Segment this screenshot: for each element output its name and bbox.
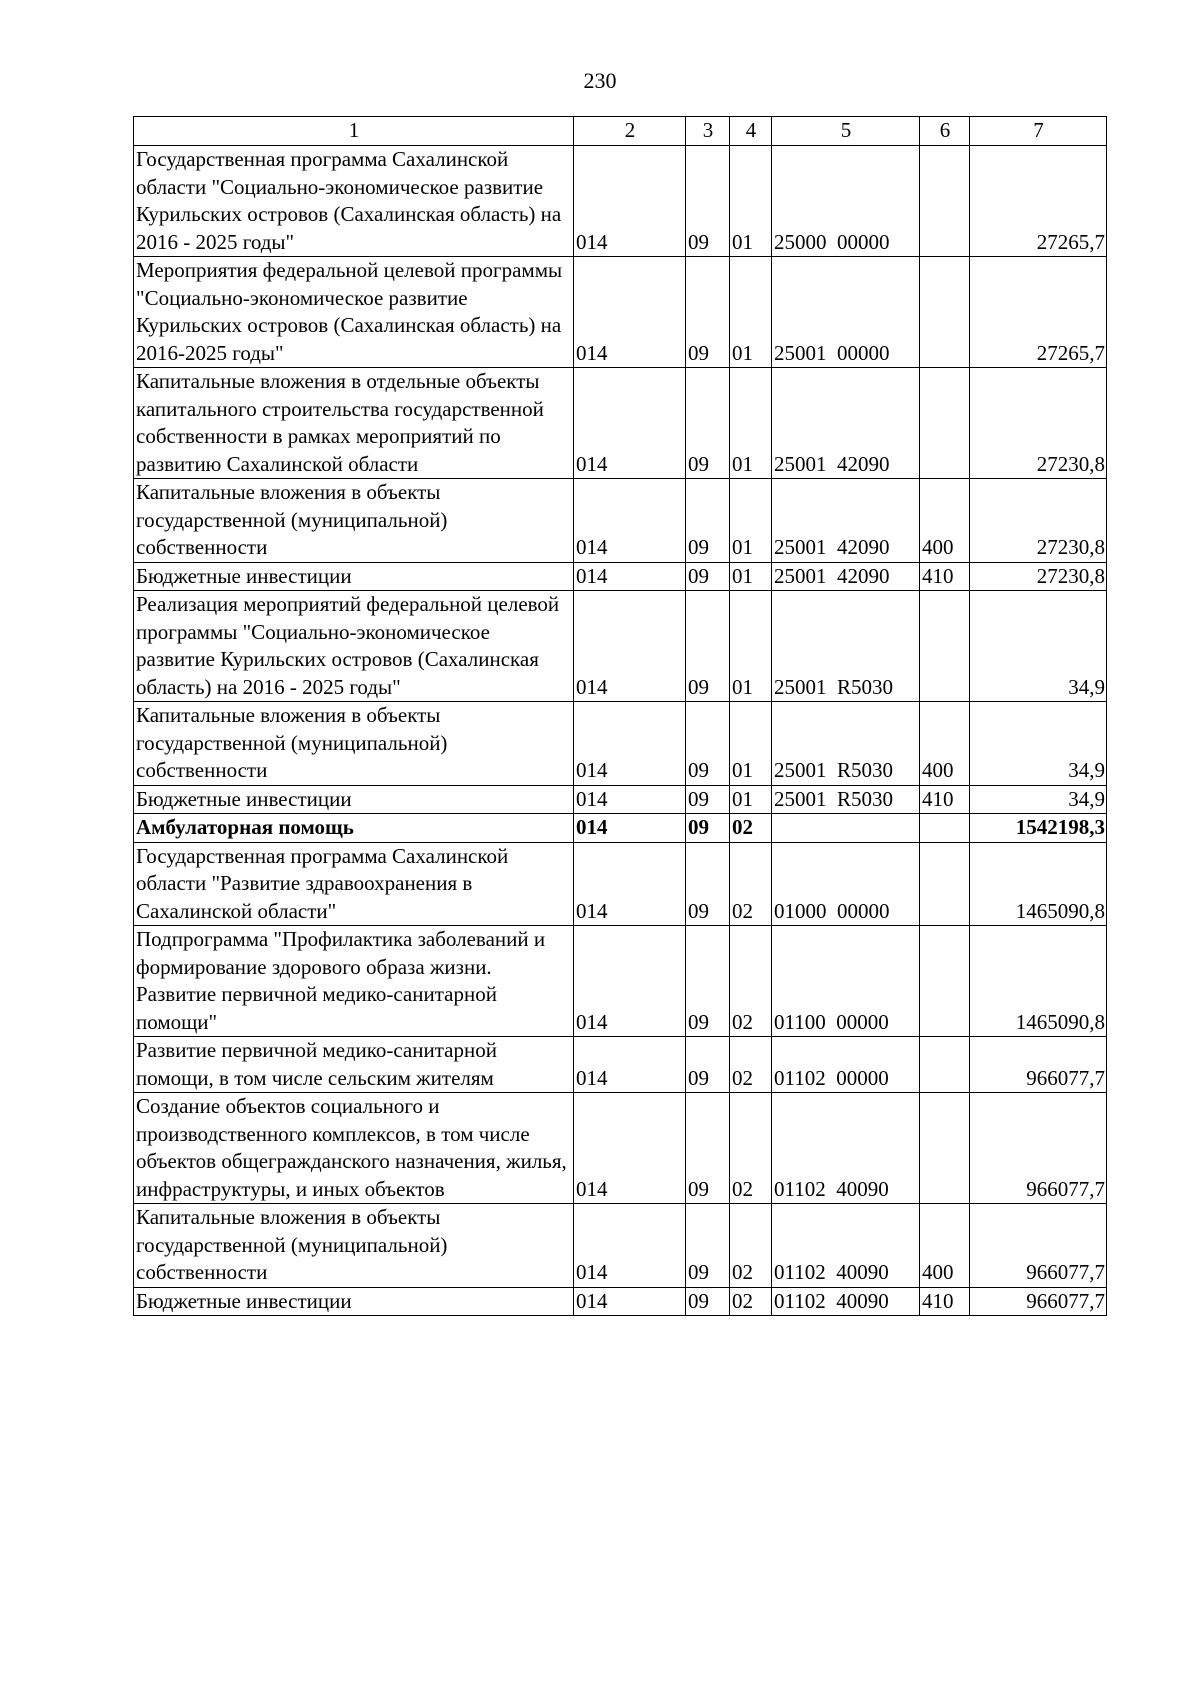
section-cell: 09 — [686, 562, 730, 591]
subsection-cell: 01 — [730, 562, 772, 591]
table-row — [134, 1204, 1107, 1288]
target-article-cell: 25001 00000 — [772, 257, 920, 368]
target-article-cell: 25001 42090 — [772, 562, 920, 591]
amount-cell: 1465090,8 — [970, 842, 1107, 926]
target-article-cell: 25001 R5030 — [772, 591, 920, 702]
section-cell: 09 — [686, 591, 730, 702]
admin-code-cell: 014 — [574, 785, 686, 814]
expense-type-cell: 400 — [920, 702, 970, 786]
subsection-cell: 02 — [730, 926, 772, 1037]
column-header: 1 — [134, 117, 574, 146]
admin-code-cell: 014 — [574, 1287, 686, 1316]
column-header: 7 — [970, 117, 1107, 146]
section-cell: 09 — [686, 842, 730, 926]
section-cell: 09 — [686, 926, 730, 1037]
row-name-cell: Бюджетные инвестиции — [134, 562, 574, 591]
subsection-cell: 01 — [730, 257, 772, 368]
amount-cell: 1465090,8 — [970, 926, 1107, 1037]
column-header: 3 — [686, 117, 730, 146]
section-cell: 09 — [686, 1093, 730, 1204]
amount-cell: 27230,8 — [970, 368, 1107, 479]
row-name-cell: Мероприятия федеральной целевой программы "Социально-экономическое развитие Курильских островов (Сахалинская область) на 2016-2025 годы" — [134, 257, 574, 368]
table-row — [134, 1093, 1107, 1204]
expense-type-cell — [920, 591, 970, 702]
amount-cell: 27265,7 — [970, 257, 1107, 368]
admin-code-cell: 014 — [574, 368, 686, 479]
admin-code-cell: 014 — [574, 591, 686, 702]
admin-code-cell: 014 — [574, 1204, 686, 1288]
subsection-cell: 01 — [730, 146, 772, 257]
subsection-cell: 02 — [730, 1204, 772, 1288]
section-cell: 09 — [686, 814, 730, 843]
subsection-cell: 01 — [730, 785, 772, 814]
row-name-cell: Капитальные вложения в объекты государственной (муниципальной) собственности — [134, 1204, 574, 1288]
table-row — [134, 702, 1107, 786]
column-header: 4 — [730, 117, 772, 146]
row-name-cell: Амбулаторная помощь — [134, 814, 574, 843]
section-cell: 09 — [686, 785, 730, 814]
table-row — [134, 562, 1107, 591]
target-article-cell: 25001 42090 — [772, 368, 920, 479]
target-article-cell: 25001 R5030 — [772, 702, 920, 786]
target-article-cell: 25001 R5030 — [772, 785, 920, 814]
row-name-cell: Государственная программа Сахалинской области "Социально-экономическое развитие Курильских островов (Сахалинская область) на 2016 - 2025 годы" — [134, 146, 574, 257]
expense-type-cell — [920, 257, 970, 368]
expense-type-cell — [920, 1093, 970, 1204]
amount-cell: 966077,7 — [970, 1287, 1107, 1316]
table-row — [134, 146, 1107, 257]
admin-code-cell: 014 — [574, 814, 686, 843]
target-article-cell: 01000 00000 — [772, 842, 920, 926]
row-name-cell: Государственная программа Сахалинской области "Развитие здравоохранения в Сахалинской области" — [134, 842, 574, 926]
subsection-cell: 02 — [730, 814, 772, 843]
column-header: 5 — [772, 117, 920, 146]
expense-type-cell — [920, 926, 970, 1037]
amount-cell: 1542198,3 — [970, 814, 1107, 843]
admin-code-cell: 014 — [574, 479, 686, 563]
subsection-cell: 01 — [730, 479, 772, 563]
target-article-cell: 01102 40090 — [772, 1204, 920, 1288]
subsection-cell: 01 — [730, 591, 772, 702]
admin-code-cell: 014 — [574, 257, 686, 368]
section-cell: 09 — [686, 146, 730, 257]
table-row — [134, 785, 1107, 814]
section-cell: 09 — [686, 1037, 730, 1093]
subsection-cell: 01 — [730, 702, 772, 786]
expense-type-cell — [920, 1037, 970, 1093]
target-article-cell: 25000 00000 — [772, 146, 920, 257]
target-article-cell: 01102 40090 — [772, 1287, 920, 1316]
admin-code-cell: 014 — [574, 562, 686, 591]
table-row — [134, 257, 1107, 368]
row-name-cell: Бюджетные инвестиции — [134, 785, 574, 814]
section-cell: 09 — [686, 1287, 730, 1316]
amount-cell: 966077,7 — [970, 1093, 1107, 1204]
subsection-cell: 02 — [730, 842, 772, 926]
row-name-cell: Бюджетные инвестиции — [134, 1287, 574, 1316]
subsection-cell: 02 — [730, 1093, 772, 1204]
amount-cell: 27230,8 — [970, 562, 1107, 591]
section-cell: 09 — [686, 257, 730, 368]
amount-cell: 27265,7 — [970, 146, 1107, 257]
budget-table — [133, 116, 1107, 1316]
table-row — [134, 368, 1107, 479]
admin-code-cell: 014 — [574, 926, 686, 1037]
expense-type-cell — [920, 814, 970, 843]
admin-code-cell: 014 — [574, 842, 686, 926]
table-row — [134, 926, 1107, 1037]
column-header: 2 — [574, 117, 686, 146]
amount-cell: 34,9 — [970, 591, 1107, 702]
amount-cell: 27230,8 — [970, 479, 1107, 563]
row-name-cell: Реализация мероприятий федеральной целевой программы "Социально-экономическое развитие Курильских островов (Сахалинская область) на 2016 - 2025 годы" — [134, 591, 574, 702]
expense-type-cell — [920, 842, 970, 926]
subsection-cell: 02 — [730, 1037, 772, 1093]
target-article-cell: 01102 00000 — [772, 1037, 920, 1093]
row-name-cell: Развитие первичной медико-санитарной помощи, в том числе сельским жителям — [134, 1037, 574, 1093]
admin-code-cell: 014 — [574, 702, 686, 786]
amount-cell: 966077,7 — [970, 1037, 1107, 1093]
target-article-cell: 25001 42090 — [772, 479, 920, 563]
amount-cell: 966077,7 — [970, 1204, 1107, 1288]
expense-type-cell: 410 — [920, 1287, 970, 1316]
expense-type-cell: 410 — [920, 562, 970, 591]
page-number: 230 — [583, 68, 617, 93]
expense-type-cell: 400 — [920, 1204, 970, 1288]
subsection-cell: 02 — [730, 1287, 772, 1316]
table-row — [134, 842, 1107, 926]
row-name-cell: Подпрограмма "Профилактика заболеваний и формирование здорового образа жизни. Развитие первичной медико-санитарной помощи" — [134, 926, 574, 1037]
amount-cell: 34,9 — [970, 785, 1107, 814]
header-row — [134, 117, 1107, 146]
row-name-cell: Создание объектов социального и производственного комплексов, в том числе объектов общегражданского назначения, жилья, инфраструктуры, и иных объектов — [134, 1093, 574, 1204]
section-cell: 09 — [686, 479, 730, 563]
table-row — [134, 814, 1107, 843]
column-header: 6 — [920, 117, 970, 146]
admin-code-cell: 014 — [574, 146, 686, 257]
section-cell: 09 — [686, 702, 730, 786]
table-row — [134, 1287, 1107, 1316]
amount-cell: 34,9 — [970, 702, 1107, 786]
section-cell: 09 — [686, 1204, 730, 1288]
expense-type-cell: 400 — [920, 479, 970, 563]
row-name-cell: Капитальные вложения в объекты государственной (муниципальной) собственности — [134, 479, 574, 563]
section-cell: 09 — [686, 368, 730, 479]
expense-type-cell — [920, 368, 970, 479]
expense-type-cell — [920, 146, 970, 257]
table-row — [134, 479, 1107, 563]
target-article-cell: 01102 40090 — [772, 1093, 920, 1204]
table-row — [134, 1037, 1107, 1093]
row-name-cell: Капитальные вложения в отдельные объекты капитального строительства государственной собственности в рамках мероприятий по развитию Сахалинской области — [134, 368, 574, 479]
target-article-cell — [772, 814, 920, 843]
expense-type-cell: 410 — [920, 785, 970, 814]
table-row — [134, 591, 1107, 702]
subsection-cell: 01 — [730, 368, 772, 479]
admin-code-cell: 014 — [574, 1093, 686, 1204]
row-name-cell: Капитальные вложения в объекты государственной (муниципальной) собственности — [134, 702, 574, 786]
admin-code-cell: 014 — [574, 1037, 686, 1093]
target-article-cell: 01100 00000 — [772, 926, 920, 1037]
table-body — [134, 117, 1107, 1316]
